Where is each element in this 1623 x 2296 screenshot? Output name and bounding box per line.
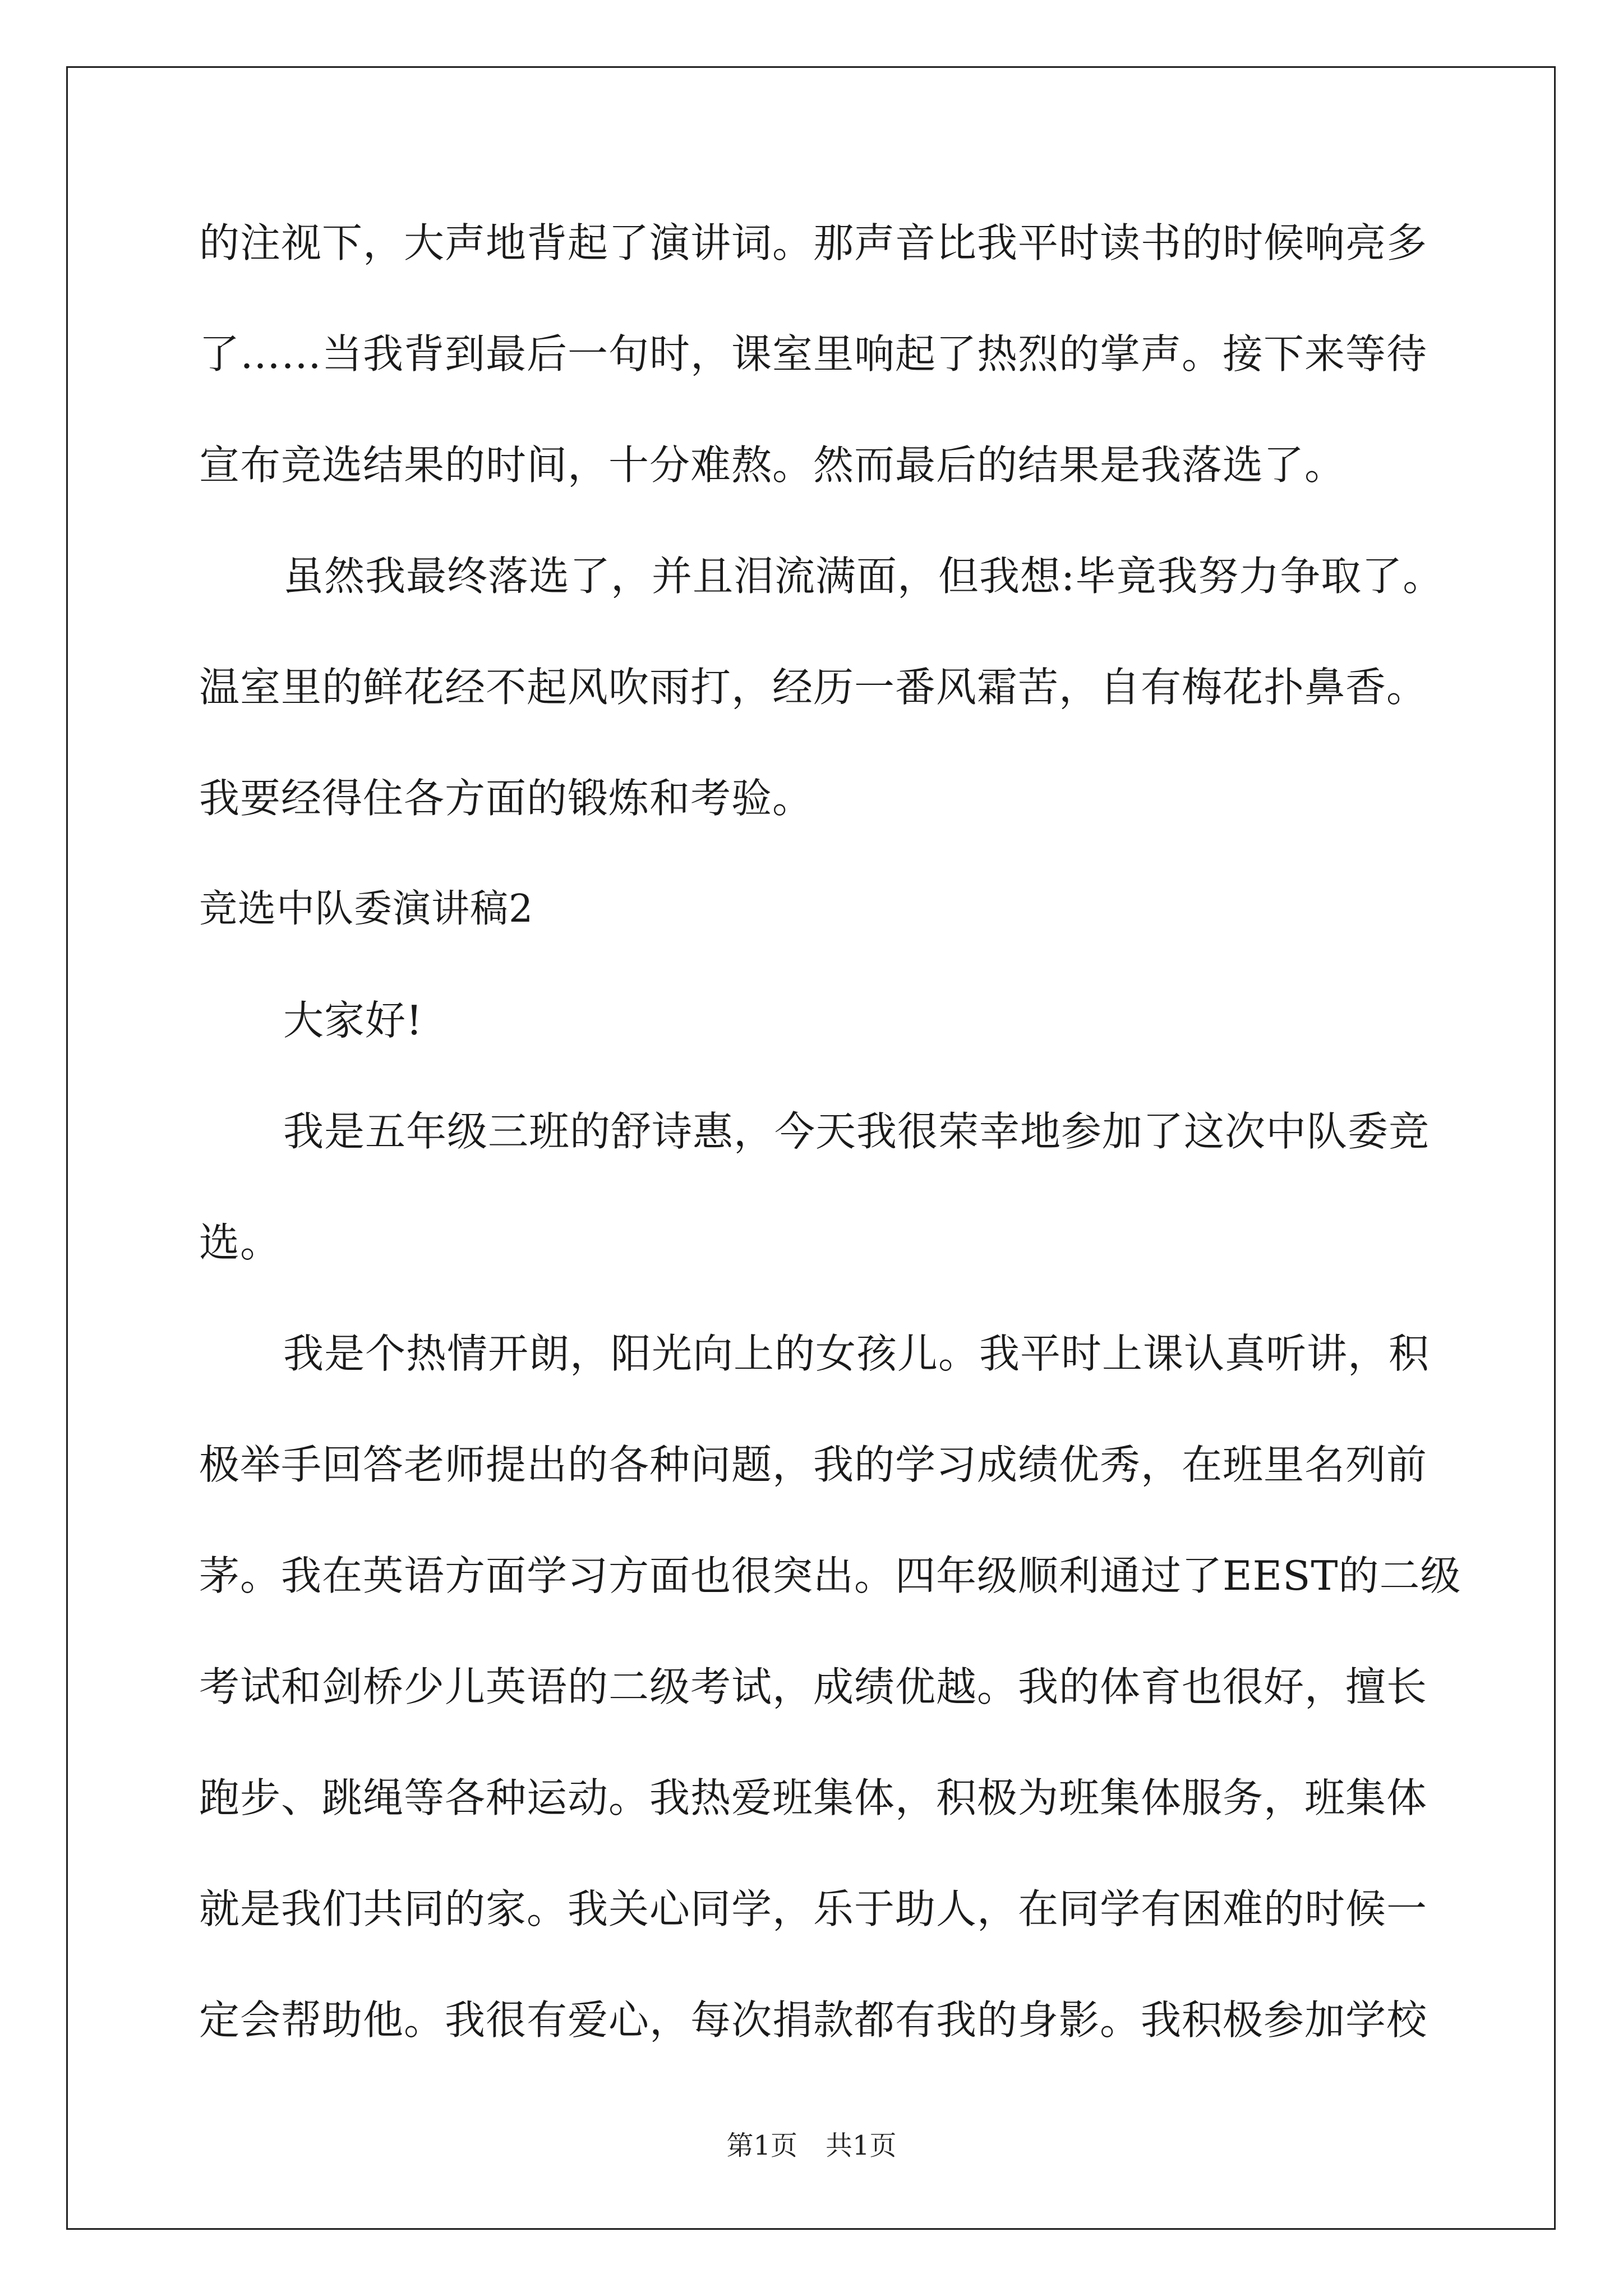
paragraph-line: 跑步、跳绳等各种运动。我热爱班集体，积极为班集体服务，班集体	[199, 1774, 1428, 1821]
greeting: 大家好!	[283, 997, 423, 1044]
paragraph-line: 温室里的鲜花经不起风吹雨打，经历一番风霜苦，自有梅花扑鼻香。	[199, 664, 1428, 711]
paragraph-line: 的注视下，大声地背起了演讲词。那声音比我平时读书的时候响亮多	[199, 219, 1428, 266]
section-title: 竞选中队委演讲稿2	[199, 887, 534, 931]
paragraph-line: 就是我们共同的家。我关心同学，乐于助人，在同学有困难的时候一	[199, 1885, 1428, 1932]
paragraph-line: 虽然我最终落选了，并且泪流满面，但我想:毕竟我努力争取了。	[283, 553, 1444, 600]
page-footer	[0, 2129, 1623, 2162]
paragraph-line: 极举手回答老师提出的各种问题，我的学习成绩优秀，在班里名列前	[199, 1441, 1428, 1488]
paragraph-line: 考试和剑桥少儿英语的二级考试，成绩优越。我的体育也很好，擅长	[199, 1663, 1428, 1710]
paragraph-line: 宣布竞选结果的时间，十分难熬。然而最后的结果是我落选了。	[199, 441, 1346, 489]
page-number: 第1页	[726, 2130, 797, 2161]
paragraph-line: 我是个热情开朗，阳光向上的女孩儿。我平时上课认真听讲，积	[283, 1330, 1430, 1377]
paragraph-line: 茅。我在英语方面学习方面也很突出。四年级顺利通过了EEST的二级	[199, 1552, 1461, 1599]
paragraph-line: 我是五年级三班的舒诗惠，今天我很荣幸地参加了这次中队委竞	[283, 1108, 1430, 1155]
paragraph-line: 选。	[199, 1219, 282, 1266]
paragraph-line: 定会帮助他。我很有爱心，每次捐款都有我的身影。我积极参加学校	[199, 1996, 1428, 2044]
page-total: 共1页	[826, 2130, 897, 2161]
paragraph-line: 我要经得住各方面的锻炼和考验。	[199, 775, 814, 822]
paragraph-line: 了……当我背到最后一句时，课室里响起了热烈的掌声。接下来等待	[199, 330, 1428, 378]
